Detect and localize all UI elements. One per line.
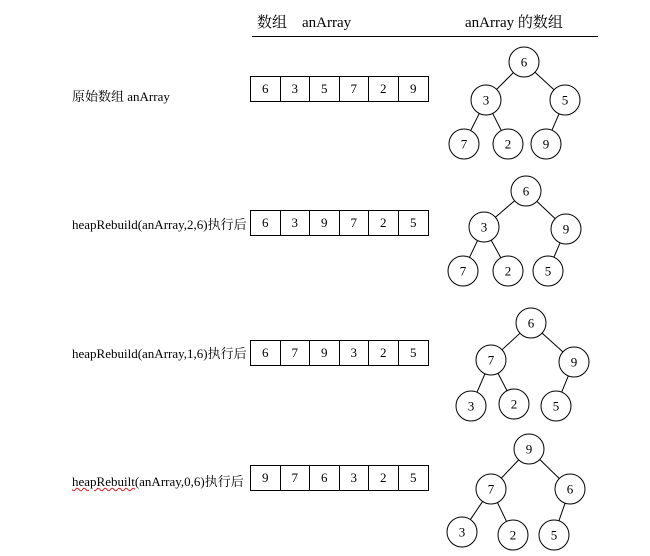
heap-tree-1	[448, 176, 581, 286]
tree-node-label: 5	[550, 527, 558, 543]
tree-edge	[493, 113, 502, 130]
row-label-step-3-args: (anArray,0,6)执行后	[134, 474, 244, 489]
tree-edge	[540, 459, 560, 478]
tree-node-label: 9	[570, 354, 578, 370]
array-cell: 3	[340, 341, 370, 365]
array-cell: 7	[340, 211, 370, 235]
array-cell: 6	[310, 466, 340, 490]
tree-node-label: 9	[525, 441, 533, 457]
tree-edge	[477, 374, 485, 392]
array-cell: 9	[310, 341, 340, 365]
tree-node-label: 9	[562, 221, 570, 237]
tree-edge	[552, 114, 559, 130]
tree-edge	[535, 72, 554, 90]
array-cell: 5	[410, 215, 417, 230]
tree-node-label: 2	[509, 527, 517, 543]
row-label-original: 原始数组 anArray	[72, 89, 170, 104]
array-cell: 2	[369, 77, 399, 101]
array-cell: 9	[410, 81, 417, 96]
tree-edge	[491, 240, 501, 258]
array-column-title: 数组	[257, 15, 288, 31]
array-cell: 5	[310, 77, 340, 101]
tree-edge	[501, 460, 518, 478]
tree-edge	[498, 373, 507, 390]
array-cell: 9	[310, 211, 340, 235]
tree-edge	[497, 73, 514, 90]
tree-node-label: 7	[460, 136, 468, 152]
array-cell: 6	[251, 77, 281, 101]
array-cell: 6	[251, 341, 281, 365]
tree-edge	[502, 333, 520, 350]
array-cell: 9	[251, 466, 281, 490]
tree-edge	[495, 201, 514, 217]
tree-edge	[471, 113, 480, 130]
tree-node-label: 2	[510, 396, 518, 412]
tree-node-label: 6	[566, 481, 574, 497]
tree-node-label: 3	[482, 92, 490, 108]
tree-node-label: 6	[522, 183, 530, 199]
tree-node-label: 3	[458, 524, 466, 540]
array-cell: 5	[410, 470, 417, 485]
tree-node-label: 7	[487, 481, 495, 497]
tree-edge	[537, 201, 555, 218]
row-label-step-3-func: heapRebuilt	[72, 474, 135, 489]
tree-node-label: 9	[542, 136, 550, 152]
tree-node-label: 3	[480, 219, 488, 235]
array-name-title: anArray	[302, 15, 352, 31]
tree-node-label: 3	[467, 398, 475, 414]
tree-node-label: 7	[487, 352, 495, 368]
tree-node-label: 6	[520, 54, 528, 70]
array-cell: 2	[369, 211, 399, 235]
tree-node-label: 2	[504, 136, 512, 152]
array-cell: 7	[340, 77, 370, 101]
tree-node-label: 5	[552, 398, 560, 414]
tree-node-label: 7	[459, 263, 467, 279]
tree-edge	[470, 501, 482, 519]
array-cell: 2	[369, 466, 399, 490]
array-cell: 3	[281, 77, 311, 101]
array-cell: 3	[281, 211, 311, 235]
tree-node-label: 2	[504, 263, 512, 279]
row-label-step-2: heapRebuild(anArray,1,6)执行后	[72, 346, 247, 361]
heap-tree-2	[456, 308, 589, 421]
array-cell: 7	[281, 466, 311, 490]
array-cell: 3	[340, 466, 370, 490]
array-cell: 7	[281, 341, 311, 365]
tree-column-header: anArray 的数组	[465, 15, 563, 31]
array-cell: 2	[369, 341, 399, 365]
tree-edge	[554, 243, 560, 257]
heap-tree-0	[449, 47, 580, 159]
array-cell: 6	[251, 211, 281, 235]
tree-node-label: 6	[527, 315, 535, 331]
tree-node-label: 5	[561, 92, 569, 108]
tree-node-label: 5	[544, 263, 552, 279]
tree-edge	[497, 503, 506, 522]
tree-edge	[469, 241, 477, 258]
tree-edge	[542, 333, 563, 352]
row-label-step-1: heapRebuild(anArray,2,6)执行后	[72, 217, 247, 232]
heap-tree-3	[447, 434, 585, 550]
array-cell: 5	[410, 345, 417, 360]
tree-edge	[559, 503, 565, 521]
tree-edge	[562, 376, 569, 392]
